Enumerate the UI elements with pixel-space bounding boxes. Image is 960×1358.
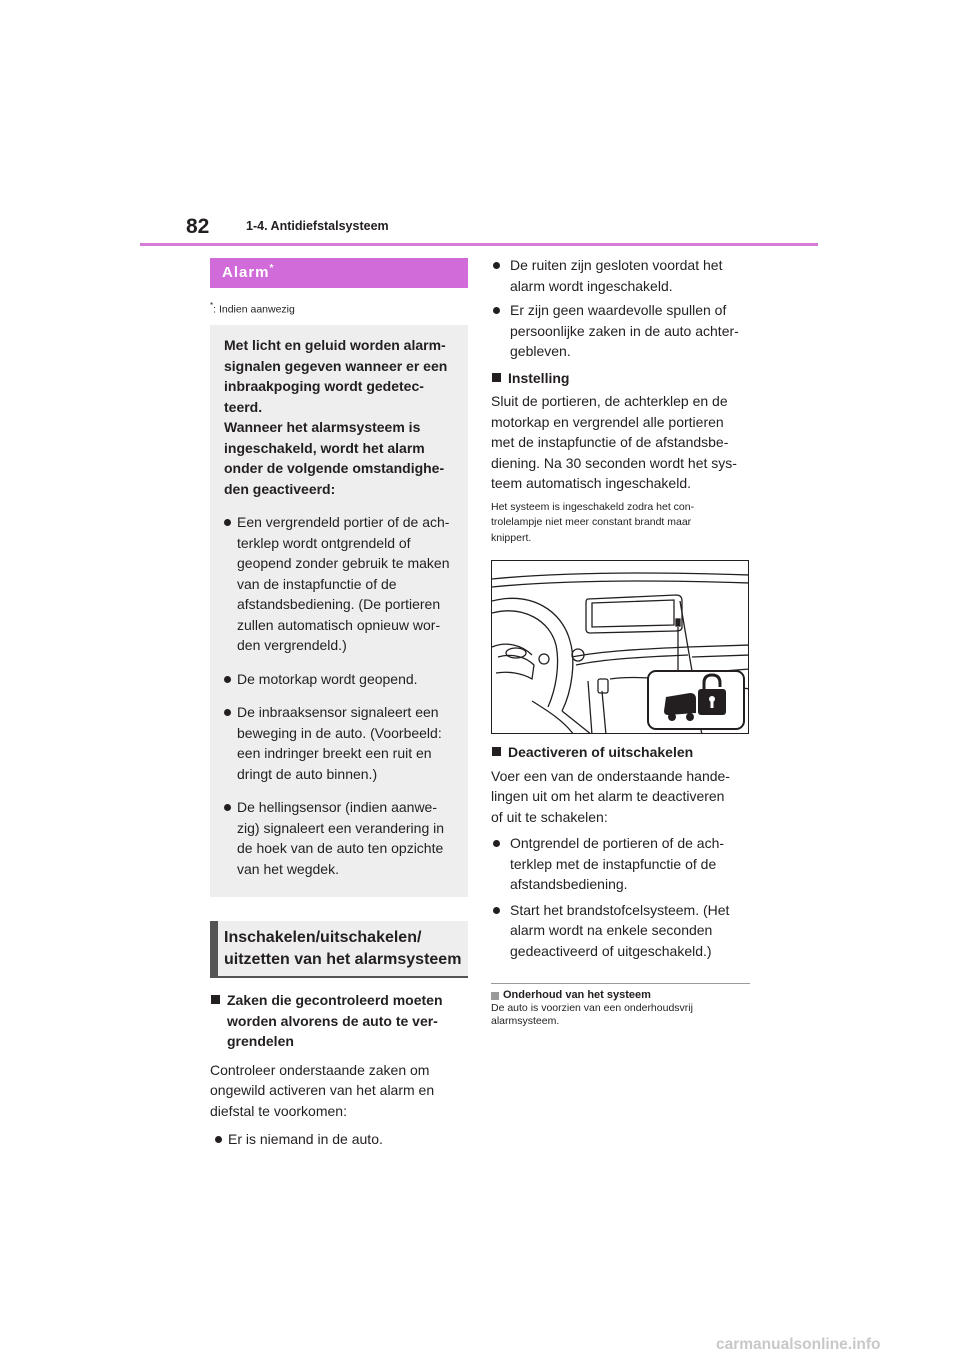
list-item [491,833,750,895]
text-line: alarmsysteem. [491,1014,560,1027]
bullet-line: geopend zonder gebruik te maken [237,555,450,571]
bullet-line: De inbraaksensor signaleert een [237,704,439,720]
lead-line: Wanneer het alarmsysteem is [224,419,421,435]
text-line: De auto is voorzien van een onderhoudsvrij [491,1002,693,1014]
setting-text [491,391,750,494]
text-line: Sluit de portieren, de achterklep en de [491,393,728,409]
text-line: Het systeem is ingeschakeld zodra het con- [491,500,695,513]
right-column [491,255,750,1027]
bullet-line: persoonlijke zaken in de auto achter- [510,322,739,339]
subheading-check-items [210,990,468,1052]
note-title [491,989,750,1001]
subheading-setting [491,368,750,389]
text-line: lingen uit om het alarm te deactiveren [491,788,725,804]
dashboard-drawing [492,561,749,734]
bullet-icon [493,262,500,269]
text-line: Voer een van de onderstaande hande- [491,767,730,784]
bullet-line: een indringer breekt een ruit en [237,745,432,761]
text-line: motorkap en vergrendel alle portieren [491,413,724,430]
bullet-line: Ontgrendel de portieren of de ach- [510,835,725,851]
square-bullet-icon [491,992,499,1000]
lead-line: Met licht en geluid worden alarm- [224,337,446,353]
bullet-icon [493,907,500,914]
alarm-heading-mark: * [269,263,274,274]
bullet-icon [493,307,500,314]
text-line: diening. Na 30 seconden wordt het sys- [491,454,737,471]
bullet-line: dringt de auto binnen.) [237,765,378,782]
deactivate-text [491,766,750,828]
note-title-text: Onderhoud van het systeem [503,989,651,1001]
subheading-line: grendelen [227,1033,294,1049]
bullet-line: Er is niemand in de auto. [228,1131,383,1147]
bullet-line: de hoek van de auto ten opzichte [237,840,444,856]
bullet-line: beweging in de auto. (Voorbeeld: [237,724,442,741]
info-lead [224,335,454,499]
section-heading [210,921,468,976]
bullet-icon [224,519,231,526]
info-box [210,325,468,897]
bullet-line: De ruiten zijn gesloten voordat het [510,257,723,273]
bullet-line: Een vergrendeld portier of de ach- [237,514,450,530]
bullet-line: alarm wordt ingeschakeld. [510,277,673,294]
dashboard-illustration [491,560,749,734]
bullet-icon [224,709,231,716]
check-items-text [210,1060,468,1122]
bullet-line: gebleven. [510,343,571,359]
lead-line: ingeschakeld, wordt het alarm [224,439,425,456]
list-item [491,255,750,296]
bullet-line: alarm wordt na enkele seconden [510,922,713,938]
text-line: knippert. [491,531,532,544]
square-bullet-icon [211,995,220,1004]
note-divider [491,983,750,984]
watermark: carmanualsonline.info [716,1336,881,1353]
list-item [210,1129,468,1150]
bullet-line: den vergrendeld.) [237,637,347,653]
bullet-line: De motorkap wordt geopend. [237,670,418,687]
text-line: teem automatisch ingeschakeld. [491,475,691,491]
left-column [210,258,468,1150]
alarm-heading-text: Alarm [222,264,270,281]
subheading-line: Instelling [508,369,570,386]
page-number: 82 [186,215,210,238]
alarm-heading [210,258,468,288]
text-line: met de instapfunctie of de afstandsbe- [491,434,729,450]
bullet-line: afstandsbediening. (De portieren [237,596,441,612]
subheading-deactivate [491,742,750,763]
bullet-line: terklep met de instapfunctie of de [510,855,717,872]
note-text [491,1002,750,1027]
bullet-line: zullen automatisch opnieuw wor- [237,616,441,633]
list-item [491,300,750,362]
text-line: trolelampje niet meer constant brandt maar [491,516,692,528]
bullet-icon [224,804,231,811]
bullet-line: De hellingsensor (indien aanwe- [237,799,438,815]
list-item [224,702,454,784]
text-line: Controleer onderstaande zaken om [210,1061,430,1078]
text-line: diefstal te voorkomen: [210,1102,347,1119]
bullet-line: afstandsbediening. [510,876,628,892]
list-item [491,900,750,962]
bullet-line: van de instapfunctie of de [237,575,397,592]
square-bullet-icon [492,747,501,756]
bullet-icon [215,1136,222,1143]
bullet-line: zig) signaleert een verandering in [237,819,445,836]
subheading-line: worden alvorens de auto te ver- [227,1012,438,1029]
square-bullet-icon [492,373,501,382]
footnote-mark: * [210,301,214,310]
bullet-line: van het wegdek. [237,860,339,877]
lead-line: den geactiveerd: [224,480,336,497]
list-item [224,669,454,690]
text-line: of uit te schakelen: [491,808,608,825]
subheading-line: Zaken die gecontroleerd moeten [227,992,443,1008]
bullet-line: Er zijn geen waardevolle spullen of [510,302,727,318]
list-item [224,797,454,879]
bullet-line: gedeactiveerd of uitgeschakeld.) [510,942,712,959]
list-item [224,512,454,656]
subheading-line: Deactiveren of uitschakelen [508,744,694,760]
lead-line: inbraakpoging wordt gedetec- [224,378,424,394]
header-rule [140,243,818,246]
lead-line: teerd. [224,398,263,415]
section-title: 1-4. Antidiefstalsysteem [246,219,389,233]
lead-line: signalen gegeven wanneer er een [224,357,448,374]
security-lock-car-icon [648,671,744,729]
text-line: ongewild activeren van het alarm en [210,1082,435,1098]
section-heading-line: uitzetten van het alarmsysteem [224,951,462,968]
footnote [210,301,468,320]
lead-line: onder de volgende omstandighe- [224,460,445,476]
bullet-line: Start het brandstofcelsysteem. (Het [510,901,730,918]
bullet-line: terklep wordt ontgrendeld of [237,534,411,551]
section-heading-line: Inschakelen/uitschakelen/ [224,929,422,946]
bullet-icon [493,840,500,847]
setting-note [491,500,750,547]
footnote-text: : Indien aanwezig [213,303,295,316]
bullet-icon [224,676,231,683]
